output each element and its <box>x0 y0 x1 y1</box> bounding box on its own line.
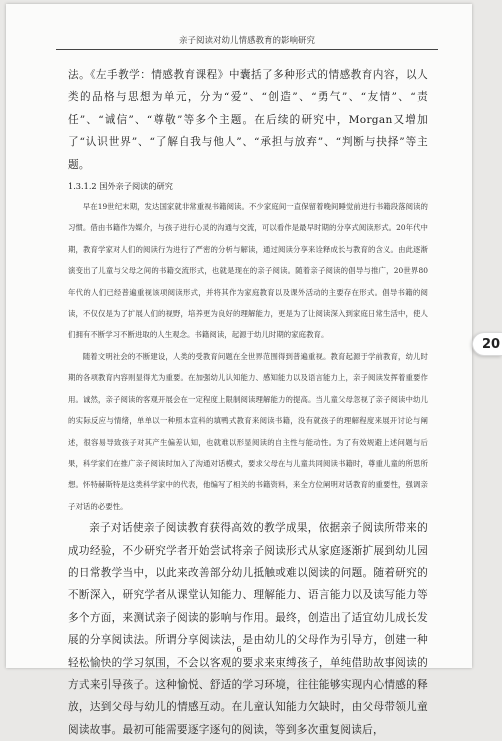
intro-paragraph: 法。《左手教学：情感教育课程》中囊括了多种形式的情感教育内容，以人类的品格与思想为单元，分为“爱”、“创造”、“勇气”、“友情”、“责任”、“诚信”、“尊敬”等多个主题。在后续的研究中，Morgan又增加了“认识世界”、“了解自我与他人”、“承担与放弃”、“判断与抉择”等主题。 <box>68 69 428 171</box>
page-counter-tab[interactable]: 20 <box>472 332 502 356</box>
section-heading: 1.3.1.2 国外亲子阅读的研究 <box>68 181 173 192</box>
page-content <box>68 64 428 741</box>
body-paragraph: 早在19世纪末期，发达国家就非常重视书籍阅读。不少家庭间一直保留着晚间睡觉前进行书籍段落阅读的习惯。借由书籍作为媒介，与孩子进行心灵的沟通与交流，可以看作是最早时期的分享式阅读形式。20年代中期，教育学家对人们的阅读行为进行了严密的分析与解读，通过阅读分享来诠释成长与教育的含义。由此逐渐演变出了儿童与父母之间的书籍交流形式，也就是现在的亲子阅读。随着亲子阅读的倡导与推广，20世界80年代的人们已经普遍重视该项阅读形式，并将其作为家庭教育以及课外活动的主要存在形式。倡导书籍的阅读，不仅仅是为了扩展人们的视野，培养更为良好的理解能力，更是为了让阅读深入到家庭日常生活中，使人们拥有不断学习不断进取的人生观念。书籍阅读，起源于幼儿时期的家庭教育。 <box>68 202 428 340</box>
closing-paragraph: 亲子对话使亲子阅读教育获得高效的教学成果，依据亲子阅读所带来的成功经验，不少研究学者开始尝试将亲子阅读形式从家庭逐渐扩展到幼儿园的日常教学当中，以此来改善部分幼儿抵触或难以阅读的问题。随着研究的不断深入，研究学者从课堂认知能力、理解能力、语言能力以及读写能力等多个方面，来测试亲子阅读的影响与作用。最终，创造出了适宜幼儿成长发展的分享阅读法。所谓分享阅读法，是由幼儿的父母作为引导方，创建一种轻松愉快的学习氛围，不会以客观的要求来束缚孩子，单纯借助故事阅读的方式来引导孩子。这种愉悦、舒适的学习环境，往往能够实现内心情感的释放，达到父母与幼儿的情感互动。在儿童认知能力欠缺时，由父母带领儿童阅读故事。最初可能需要逐字逐句的阅读，等到多次重复阅读后， <box>68 522 428 736</box>
body-paragraph: 随着文明社会的不断建设，人类的受教育问题在全世界范围得到普遍重视。教育起源于学前教育，幼儿时期的各项教育内容则显得尤为重要。在加强幼儿认知能力、感知能力以及语言能力上，亲子阅读发挥着重要作用。诚然，亲子阅读的客观开展会在一定程度上限制阅读理解能力的提高。当儿童父母忽视了亲子阅读中幼儿的实际反应与情绪，单单以一种照本宣科的填鸭式教育来阅读书籍，没有就孩子的理解程度来展开讨论与阐述，很容易导致孩子对其产生偏差认知，也就难以形显阅读的自主性与能动性。为了有效规避上述问题与后果，科学家们在推广亲子阅读时加入了沟通对话模式，要求父母在与儿童共同阅读书籍时，尊重儿童的所思所想。怀特赫斯特是这类科学家中的代表，他编写了相关的书籍资料，来全方位阐明对话教育的重要性，强调亲子对话的必要性。 <box>68 351 428 511</box>
running-header: 亲子阅读对幼儿情感教育的影响研究 <box>56 34 438 50</box>
document-page <box>6 4 472 736</box>
page-number: 6 <box>236 645 242 654</box>
